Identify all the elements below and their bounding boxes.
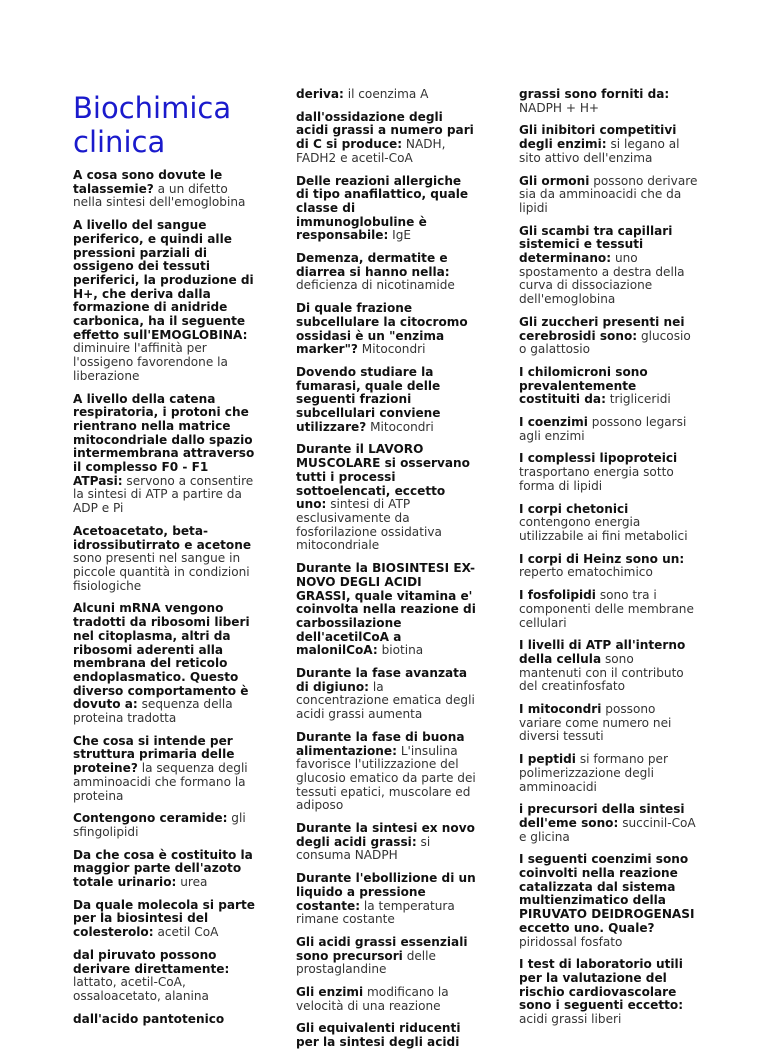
qa-entry <box>73 393 256 516</box>
qa-entry <box>296 302 476 357</box>
qa-entry <box>296 111 476 166</box>
qa-entry <box>519 452 699 493</box>
question-text: Durante la fase avanzata di digiuno: <box>296 666 468 694</box>
question-text: dal piruvato possono derivare direttamente: <box>73 947 230 976</box>
question-text: Gli zuccheri presenti nei cerebrosidi sono: <box>519 314 685 343</box>
qa-entry <box>73 525 256 594</box>
question-text: Gli ormoni <box>519 173 590 188</box>
qa-entry <box>73 949 256 1004</box>
answer-text: trigliceridi <box>609 392 671 407</box>
qa-entry <box>519 175 699 216</box>
question-text: Di quale frazione subcellulare la citocromo ossidasi è un "enzima marker"? <box>296 301 468 357</box>
qa-entry <box>296 936 476 977</box>
question-text: Durante la sintesi ex novo degli acidi grassi: <box>296 821 475 849</box>
answer-text: diminuire l'affinità per l'ossigeno favorendone la liberazione <box>73 341 228 383</box>
question-text: I corpi di Heinz sono un: <box>519 551 685 566</box>
qa-entry <box>73 735 256 804</box>
question-text: dall'acido pantotenico <box>73 1011 225 1026</box>
qa-entry <box>296 252 476 293</box>
qa-entry <box>73 219 256 383</box>
question-text: Durante la BIOSINTESI EX-NOVO DEGLI ACIDI GRASSI, quale vitamina e' coinvolta nella reazione di carbossilazione dell'acetilCoA a malonilCoA: <box>296 561 476 658</box>
answer-text: deficienza di nicotinamide <box>296 278 455 293</box>
qa-entry <box>519 124 699 165</box>
qa-entry <box>296 986 476 1013</box>
qa-entry <box>73 849 256 890</box>
answer-text: sono tra i componenti delle membrane cellulari <box>519 588 694 630</box>
qa-entry <box>519 703 699 744</box>
qa-entry <box>296 443 476 553</box>
question-text: Gli scambi tra capillari sistemici e tessuti determinano: <box>519 223 673 266</box>
question-text: I livelli di ATP all'interno della cellula <box>519 638 686 666</box>
qa-entry <box>519 639 699 694</box>
answer-text: Mitocondri <box>370 419 434 434</box>
question-text: Gli equivalenti riducenti per la sintesi degli acidi <box>296 1021 461 1050</box>
column-1 <box>73 88 256 1035</box>
answer-text: contengono energia utilizzabile ai fini metabolici <box>519 515 688 543</box>
qa-entry <box>519 503 699 544</box>
answer-text: gli sfingolipidi <box>73 811 246 839</box>
qa-entry <box>519 958 699 1027</box>
qa-entry <box>519 553 699 580</box>
answer-text: succinil-CoA e glicina <box>519 815 696 844</box>
qa-entry <box>73 169 256 210</box>
question-text: A livello del sangue periferico, e quindi alle pressioni parziali di ossigeno dei tessuti periferici, la produzione di H+, che deriva dalla formazione di anidride carbonica, ha il seguente effetto sull'EMOGLOBINA: <box>73 218 254 342</box>
question-text: Alcuni mRNA vengono tradotti da ribosomi liberi nel citoplasma, altri da ribosomi aderenti alla membrana del reticolo endoplasmatico. Questo diverso comportamento è dovuto a: <box>73 601 250 712</box>
answer-text: possono legarsi agli enzimi <box>519 415 687 443</box>
question-text: i precursori della sintesi dell'eme sono: <box>519 802 685 830</box>
qa-entry <box>519 316 699 357</box>
qa-entry <box>296 822 476 863</box>
answer-text: a un difetto nella sintesi dell'emoglobina <box>73 181 246 210</box>
qa-entry <box>296 1022 476 1049</box>
qa-entry <box>519 225 699 307</box>
answer-text: sono presenti nel sangue in piccole quantità in condizioni fisiologiche <box>73 551 250 593</box>
answer-text: biotina <box>381 643 424 658</box>
answer-text: la temperatura rimane costante <box>296 898 455 927</box>
question-text: I mitocondri <box>519 702 602 717</box>
answer-text: sintesi di ATP esclusivamente da fosforilazione ossidativa mitocondriale <box>296 497 442 553</box>
answer-text: piridossal fosfato <box>519 934 623 949</box>
answer-text: uno spostamento a destra della curva di dissociazione dell'emoglobina <box>519 251 685 307</box>
answer-text: acetil CoA <box>157 925 219 940</box>
answer-text: IgE <box>392 228 412 243</box>
qa-entry <box>519 853 699 949</box>
question-text: I complessi lipoproteici <box>519 451 678 466</box>
question-text: I chilomicroni sono prevalentemente costituiti da: <box>519 364 648 407</box>
qa-entry <box>73 899 256 940</box>
answer-text: reperto ematochimico <box>519 565 653 580</box>
answer-text: modificano la velocità di una reazione <box>296 985 449 1013</box>
question-text: Da che cosa è costituito la maggior parte dell'azoto totale urinario: <box>73 847 253 890</box>
answer-text: acidi grassi liberi <box>519 1012 622 1027</box>
question-text: Delle reazioni allergiche di tipo anafilattico, quale classe di immunoglobuline è responsabile: <box>296 173 469 243</box>
answer-text: sequenza della proteina tradotta <box>73 697 233 726</box>
qa-entry <box>519 803 699 844</box>
qa-entry <box>73 602 256 725</box>
answer-text: possono variare come numero nei diversi tessuti <box>519 702 672 744</box>
qa-entry <box>519 753 699 794</box>
question-text: Acetoacetato, beta-idrossibutirrato e acetone <box>73 523 252 552</box>
qa-entry <box>296 175 476 244</box>
answer-text: il coenzima A <box>347 87 429 101</box>
qa-entry <box>296 562 476 658</box>
qa-entry <box>519 88 699 115</box>
qa-entry <box>296 731 476 813</box>
qa-entry <box>519 416 699 443</box>
answer-text: si formano per polimerizzazione degli amminoacidi <box>519 752 668 794</box>
question-text: Durante la fase di buona alimentazione: <box>296 729 465 758</box>
question-text: I seguenti coenzimi sono coinvolti nella reazione catalizzata dal sistema multienzimatico della PIRUVATO DEIDROGENASI eccetto uno. Quale? <box>519 852 695 935</box>
page-title: Biochimica clinica <box>73 91 232 159</box>
answer-text: la sequenza degli amminoacidi che formano la proteina <box>73 761 248 803</box>
answer-text: L'insulina favorisce l'utilizzazione del glucosio ematico da parte dei tessuti epatici, muscolare ed adiposo <box>296 743 476 813</box>
question-text: I corpi chetonici <box>519 501 629 516</box>
question-text: I fosfolipidi <box>519 588 596 603</box>
question-text: Dovendo studiare la fumarasi, quale delle seguenti frazioni subcellulari conviene utilizzare? <box>296 364 441 434</box>
question-text: Durante il LAVORO MUSCOLARE si osservano tutti i processi sottoelencati, eccetto uno: <box>296 442 470 512</box>
question-text: A livello della catena respiratoria, i protoni che rientrano nella matrice mitocondriale dallo spazio intermembrana attraverso il complesso F0 - F1 ATPasi: <box>73 391 255 488</box>
qa-entry <box>296 88 476 102</box>
question-text: deriva: <box>296 87 344 101</box>
answer-text: Mitocondri <box>361 342 426 357</box>
question-text: Durante l'ebollizione di un liquido a pressione costante: <box>296 871 476 913</box>
question-text: Contengono ceramide: <box>73 811 228 826</box>
qa-entry <box>73 812 256 839</box>
answer-text: delle prostaglandine <box>296 948 436 977</box>
question-text: Gli inibitori competitivi degli enzimi: <box>519 123 677 152</box>
question-text: Demenza, dermatite e diarrea si hanno nella: <box>296 251 450 279</box>
question-text: I peptidi <box>519 752 576 767</box>
column-3 <box>519 88 699 1036</box>
qa-entry <box>73 1013 256 1027</box>
question-text: Che cosa si intende per struttura primaria delle proteine? <box>73 733 235 776</box>
answer-text: urea <box>180 875 208 890</box>
question-text: Gli acidi grassi essenziali sono precursori <box>296 934 468 963</box>
question-text: grassi sono forniti da: <box>519 87 670 101</box>
question-text: I coenzimi <box>519 415 588 430</box>
answer-text: lattato, acetil-CoA, ossaloacetato, alanina <box>73 975 209 1003</box>
answer-text: la concentrazione ematica degli acidi grassi aumenta <box>296 679 475 722</box>
question-text: A cosa sono dovute le talassemie? <box>73 168 223 196</box>
question-text: I test di laboratorio utili per la valutazione del rischio cardiovascolare sono i seguenti eccetto: <box>519 957 684 1013</box>
qa-entry <box>296 667 476 722</box>
answer-text: possono derivare sia da amminoacidi che da lipidi <box>519 173 698 215</box>
answer-text: si consuma NADPH <box>296 834 431 863</box>
answer-text: sono mantenuti con il contributo del creatinfosfato <box>519 651 684 694</box>
answer-text: si legano al sito attivo dell'enzima <box>519 137 680 165</box>
answer-text: trasportano energia sotto forma di lipidi <box>519 465 674 493</box>
question-text: Gli enzimi <box>296 985 364 1000</box>
answer-text: glucosio o galattosio <box>519 328 691 357</box>
answer-text: NADPH + H+ <box>519 100 600 115</box>
qa-entry <box>519 589 699 630</box>
answer-text: NADH, FADH2 e acetil-CoA <box>296 137 446 165</box>
qa-entry <box>296 872 476 927</box>
qa-entry <box>519 366 699 407</box>
answer-text: servono a consentire la sintesi di ATP a partire da ADP e Pi <box>73 473 254 516</box>
qa-entry <box>296 366 476 435</box>
question-text: dall'ossidazione degli acidi grassi a numero pari di C si produce: <box>296 109 474 152</box>
column-2 <box>296 88 476 1059</box>
question-text: Da quale molecola si parte per la biosintesi del colesterolo: <box>73 897 255 940</box>
